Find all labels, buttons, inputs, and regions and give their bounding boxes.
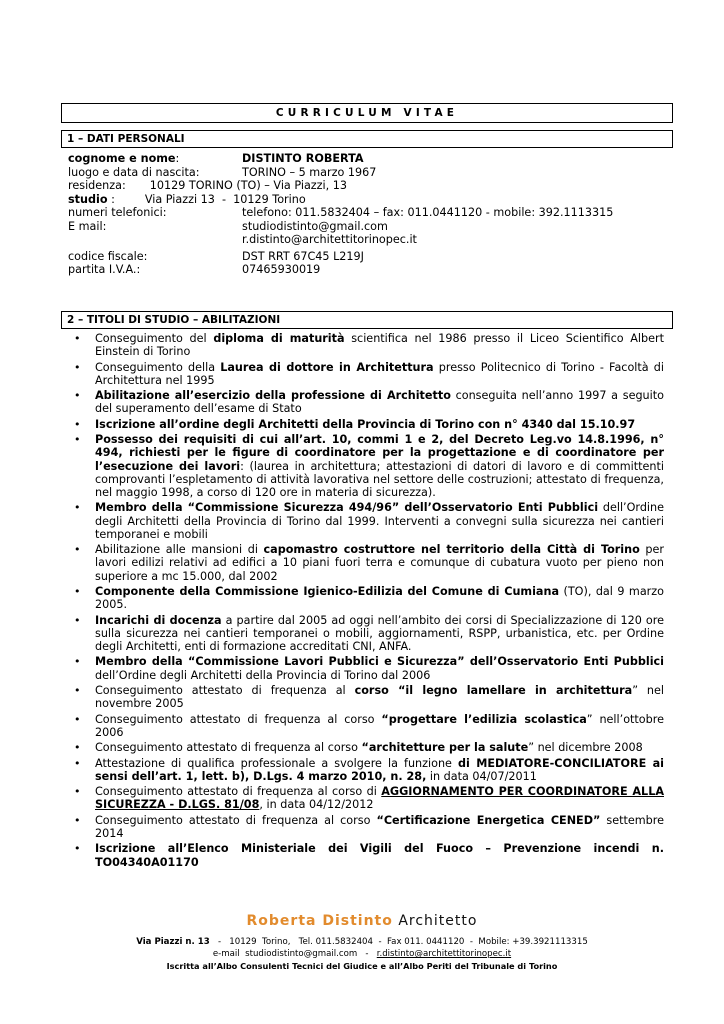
item-text: Laurea di dottore in Architettura <box>220 360 434 374</box>
list-item <box>74 785 664 811</box>
list-item <box>74 814 664 840</box>
label-vat: partita I.V.A.: <box>68 263 141 276</box>
row-birth <box>68 166 668 180</box>
bullet-icon: • <box>74 584 81 598</box>
item-text: Conseguimento attestato di frequenza al corso di <box>95 785 382 799</box>
item-text: ” nell’ottobre 2006 <box>95 712 664 739</box>
bullet-icon: • <box>74 543 81 557</box>
list-item <box>74 842 664 868</box>
value-tax-code: DST RRT 67C45 L219J <box>242 249 364 263</box>
list-item <box>74 614 664 654</box>
item-text: Conseguimento attestato di frequenza al corso <box>95 712 382 726</box>
footer-name: Roberta Distinto Architetto <box>246 913 478 929</box>
row-phones <box>68 206 668 220</box>
item-text: Conseguimento della <box>95 360 221 374</box>
item-text: dell’Ordine degli Architetti della Provincia di Torino dal 1999. Interventi a convegni sulla sicurezza nei cantieri temporanei e mobili <box>95 501 664 541</box>
footer-pec-link[interactable]: r.distinto@architettitorinopec.it <box>376 949 512 959</box>
label-name: cognome e nome: <box>68 152 180 165</box>
bullet-icon: • <box>74 433 81 447</box>
value-studio: Via Piazzi 13 - 10129 Torino <box>144 192 306 206</box>
value-residence: 10129 TORINO (TO) – Via Piazzi, 13 <box>149 179 348 192</box>
item-text: in data 04/07/2011 <box>426 769 537 783</box>
label-studio: studio : <box>68 192 115 206</box>
bullet-icon: • <box>74 360 81 374</box>
item-text: Conseguimento attestato di frequenza al <box>95 683 355 697</box>
letterhead-footer <box>0 912 724 972</box>
item-text: dell’Ordine degli Architetti della Provincia di Torino dal 2006 <box>95 668 431 682</box>
item-text: Abilitazione all’esercizio della professione di Architetto <box>95 389 451 403</box>
list-item <box>74 757 664 783</box>
item-text: AGGIORNAMENTO PER COORDINATORE ALLA SICUREZZA - D.LGS. 81/08 <box>95 785 664 812</box>
item-text: Componente della Commissione Igienico-Edilizia del Comune di Cumiana <box>95 584 559 598</box>
bullet-icon: • <box>74 389 81 403</box>
row-residence <box>68 179 668 193</box>
value-phones: telefono: 011.5832404 – fax: 011.0441120 - mobile: 392.1113315 <box>242 206 614 219</box>
item-text: Iscrizione all’Elenco Ministeriale dei Vigili del Fuoco – Prevenzione incendi n. TO04340A01170 <box>95 842 664 869</box>
value-name: DISTINTO ROBERTA <box>242 152 364 165</box>
item-text: “progettare l’edilizia scolastica <box>381 712 587 726</box>
label-email: E mail: <box>68 219 107 233</box>
list-item <box>74 713 664 739</box>
item-text: Attestazione di qualifica professionale a svolgere la funzione <box>95 756 458 770</box>
item-text: Conseguimento del <box>95 332 214 345</box>
list-item <box>74 585 664 611</box>
item-text: Membro della “Commissione Lavori Pubblici e Sicurezza” dell’Osservatorio Enti Pubblici <box>95 655 664 669</box>
item-text: per lavori edilizi relativi ad edifici a 10 piani fuori terra e comunque di cubatura vuoto per pieno non superiore a mc 15.000, dal 2002 <box>95 543 664 583</box>
bullet-icon: • <box>74 813 81 827</box>
list-item <box>74 433 664 499</box>
item-text: : (laurea in architettura; attestazioni di datori di lavoro e di committenti comprovanti l’espletamento di attività lavorativa nel settore delle costruzioni; attestato di frequenza, nel maggio 1998, a corso di 120 ore in materia di sicurezza). <box>95 459 664 499</box>
item-text: Abilitazione alle mansioni di <box>95 543 264 557</box>
item-text: “Certificazione Energetica CENED” <box>376 813 601 827</box>
bullet-icon: • <box>74 417 81 431</box>
label-residence: residenza: <box>68 179 126 192</box>
item-text: “architetture per la salute <box>361 741 529 755</box>
row-vat <box>68 263 668 277</box>
item-text: scientifica nel 1986 presso il Liceo Scientifico Albert Einstein di Torino <box>95 332 664 359</box>
item-text: ” nel dicembre 2008 <box>528 741 643 755</box>
footer-address: Via Piazzi n. 13 - 10129 Torino, Tel. 011.5832404 - Fax 011. 0441120 - Mobile: +39.3921113315 <box>136 937 588 947</box>
item-text: di MEDIATORE-CONCILIATORE ai sensi dell’art. 1, lett. b), D.Lgs. 4 marzo 2010, n. 28, <box>95 756 664 783</box>
row-email <box>68 220 668 234</box>
bullet-icon: • <box>74 501 81 515</box>
item-text: a partire dal 2005 ad oggi nell’ambito dei corsi di Specializzazione di 120 ore sulla sicurezza nei cantieri temporanei o mobili, aggiornamenti, RSPP, urbanistica, etc. per Ordine degli Architetti, enti di formazione accreditati CNI, ANFA. <box>95 613 664 653</box>
bullet-icon: • <box>74 655 81 669</box>
item-text: Conseguimento attestato di frequenza al corso <box>95 813 377 827</box>
bullet-icon: • <box>74 712 81 726</box>
label-tax-code: codice fiscale: <box>68 249 148 263</box>
bullet-icon: • <box>74 756 81 770</box>
list-item <box>74 332 664 358</box>
label-birth: luogo e data di nascita: <box>68 165 200 179</box>
bullet-icon: • <box>74 683 81 697</box>
bullet-icon: • <box>74 741 81 755</box>
list-item <box>74 418 664 431</box>
row-name <box>68 152 668 166</box>
footer-email: e-mail studiodistinto@gmail.com - r.distinto@architettitorinopec.it <box>212 949 512 959</box>
value-pec: r.distinto@architettitorinopec.it <box>242 233 417 246</box>
item-text: capomastro costruttore nel territorio della Città di Torino <box>263 543 640 557</box>
list-item <box>74 684 664 710</box>
item-text: Possesso dei requisiti di cui all’art. 10, commi 1 e 2, del Decreto Leg.vo 14.8.1996, n° 494, richiesti per le figure di coordinatore per la progettazione e di coordinatore per l’esecuzione dei lavori <box>95 433 664 473</box>
bullet-icon: • <box>74 332 81 345</box>
item-text: Membro della “Commissione Sicurezza 494/96” dell’Osservatorio Enti Pubblici <box>95 501 599 515</box>
value-email: studiodistinto@gmail.com <box>242 219 388 233</box>
bullet-icon: • <box>74 785 81 799</box>
value-vat: 07465930019 <box>242 263 321 276</box>
qualifications-list <box>74 332 664 869</box>
list-item <box>74 389 664 415</box>
label-pec <box>68 233 242 247</box>
item-text: conseguita nell’anno 1997 a seguito del superamento dell’esame di Stato <box>95 389 664 416</box>
item-text: Conseguimento attestato di frequenza al corso <box>95 741 362 755</box>
label-phones: numeri telefonici: <box>68 206 167 219</box>
section-heading-personal-data: 1 – DATI PERSONALI <box>61 130 673 148</box>
bullet-icon: • <box>74 613 81 627</box>
item-text: presso Politecnico di Torino - Facoltà di Architettura nel 1995 <box>95 360 665 387</box>
document-title: CURRICULUM VITAE <box>61 103 673 123</box>
item-text: , in data 04/12/2012 <box>259 798 374 812</box>
footer-registry: Iscritta all’Albo Consulenti Tecnici del Giudice e all’Albo Periti del Tribunale di Torino <box>166 961 558 971</box>
row-studio <box>68 193 668 207</box>
item-text: diploma di maturità <box>213 332 345 345</box>
item-text: settembre 2014 <box>95 813 664 840</box>
item-text: corso “il legno lamellare in architettura <box>354 683 633 697</box>
value-birth: TORINO – 5 marzo 1967 <box>242 165 377 179</box>
list-item <box>74 501 664 541</box>
row-tax-code <box>68 250 668 264</box>
item-text: ” nel novembre 2005 <box>95 683 665 711</box>
list-item <box>74 741 664 754</box>
item-text: (TO), dal 9 marzo 2005. <box>95 584 664 612</box>
item-text: Incarichi di docenza <box>95 613 222 627</box>
list-item <box>74 361 664 387</box>
personal-data-block <box>68 152 668 277</box>
list-item <box>74 655 664 681</box>
bullet-icon: • <box>74 842 81 856</box>
row-pec <box>68 233 668 247</box>
section-heading-qualifications: 2 – TITOLI DI STUDIO – ABILITAZIONI <box>61 311 673 329</box>
item-text: Iscrizione all’ordine degli Architetti della Provincia di Torino con n° 4340 dal 15.10.97 <box>95 417 636 431</box>
list-item <box>74 543 664 583</box>
